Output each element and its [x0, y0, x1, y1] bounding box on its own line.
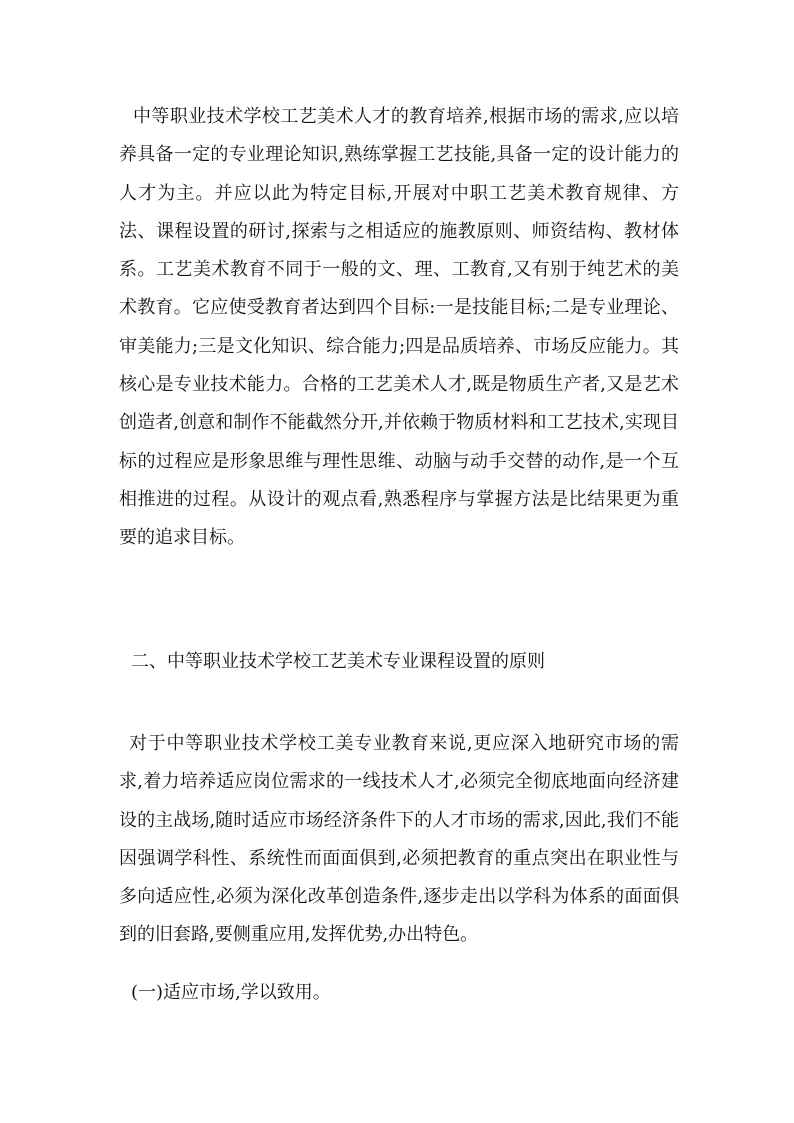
body-paragraph-1: 中等职业技术学校工艺美术人才的教育培养,根据市场的需求,应以培养具备一定的专业理论知识,熟练掌握工艺技能,具备一定的设计能力的人才为主。并应以此为特定目标,开展对中职工艺美术教育规律、方法、课程设置的研讨,探索与之相适应的施教原则、师资结构、教材体系。工艺美术教育不同于一般的文、理、工教育,又有别于纯艺术的美术教育。它应使受教育者达到四个目标:一是技能目标;二是专业理论、审美能力;三是文化知识、综合能力;四是品质培养、市场反应能力。其核心是专业技术能力。合格的工艺美术人才,既是物质生产者,又是艺术创造者,创意和制作不能截然分开,并依赖于物质材料和工艺技术,实现目标的过程应是形象思维与理性思维、动脑与动手交替的动作,是一个互相推进的过程。从设计的观点看,熟悉程序与掌握方法是比结果更为重要的追求目标。: [119, 106, 679, 549]
section-heading: 二、中等职业技术学校工艺美术专业课程设置的原则: [131, 651, 545, 672]
subheading: (一)适应市场,学以致用。: [131, 982, 331, 1003]
body-paragraph-2: 对于中等职业技术学校工美专业教育来说,更应深入地研究市场的需求,着力培养适应岗位需求的一线技术人才,必须完全彻底地面向经济建设的主战场,随时适应市场经济条件下的人才市场的需求,因此,我们不能因强调学科性、系统性而面面俱到,必须把教育的重点突出在职业性与多向适应性,必须为深化改革创造条件,逐步走出以学科为体系的面面俱到的旧套路,要侧重应用,发挥优势,办出特色。: [119, 733, 679, 946]
